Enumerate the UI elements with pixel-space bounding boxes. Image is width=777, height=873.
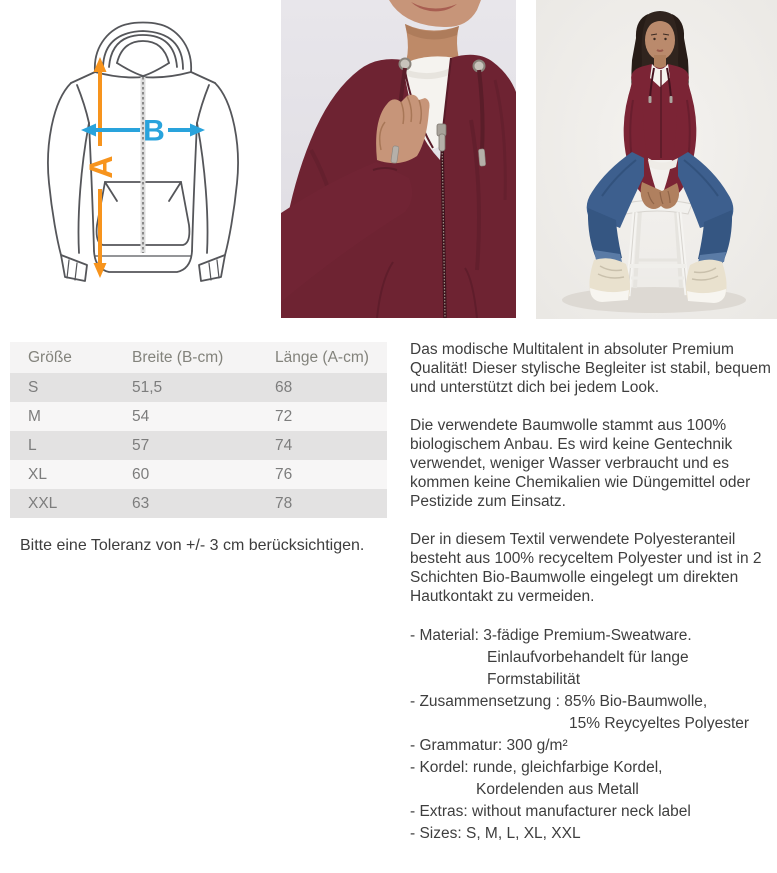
spec-line: Kordelenden aus Metall xyxy=(476,781,639,798)
cell-laenge: 72 xyxy=(257,402,387,431)
column-header-laenge: Länge (A-cm) xyxy=(257,342,387,373)
spec-line: - Extras: without manufacturer neck label xyxy=(410,803,691,820)
table-row-s xyxy=(10,373,387,402)
cell-size: XXL xyxy=(10,489,114,518)
spec-line: - Grammatur: 300 g/m² xyxy=(410,737,568,754)
cell-laenge: 74 xyxy=(257,431,387,460)
cell-size: XL xyxy=(10,460,114,489)
product-description xyxy=(410,340,774,845)
spec-list xyxy=(410,625,774,845)
size-chart xyxy=(10,342,387,518)
table-row-xl xyxy=(10,460,387,489)
spec-line: - Zusammensetzung : 85% Bio-Baumwolle, xyxy=(410,693,708,710)
cell-breite: 63 xyxy=(114,489,257,518)
label-b: B xyxy=(143,114,165,148)
description-paragraph: Der in diesem Textil verwendete Polyesteranteil besteht aus 100% recyceltem Polyester und ist in 2 Schichten Bio-Baumwolle eingelegt um direkten Hautkontakt zu vermeiden. xyxy=(410,531,762,605)
detail-photo-illustration xyxy=(281,0,516,318)
cell-breite: 51,5 xyxy=(114,373,257,402)
description-paragraph: Das modische Multitalent in absoluter Premium Qualität! Dieser stylische Begleiter ist stabil, bequem und unterstützt dich bei jedem Look. xyxy=(410,341,771,396)
hoodie-measurement-illustration xyxy=(15,15,275,300)
spec-line: - Material: 3-fädige Premium-Sweatware. xyxy=(410,627,692,644)
cell-laenge: 76 xyxy=(257,460,387,489)
cell-size: S xyxy=(10,373,114,402)
spec-line: - Sizes: S, M, L, XL, XXL xyxy=(410,825,581,842)
column-header-groesse: Größe xyxy=(10,342,114,373)
spec-line: Formstabilität xyxy=(487,671,581,688)
model-photo-illustration xyxy=(536,0,777,319)
product-photo-detail xyxy=(281,0,516,318)
cell-laenge: 78 xyxy=(257,489,387,518)
zipper-line xyxy=(141,77,146,253)
cell-breite: 60 xyxy=(114,460,257,489)
label-a: A xyxy=(83,155,119,179)
table-row-xxl xyxy=(10,489,387,518)
cell-breite: 57 xyxy=(114,431,257,460)
table-row-m xyxy=(10,402,387,431)
tolerance-note: Bitte eine Toleranz von +/- 3 cm berücksichtigen. xyxy=(20,537,365,554)
description-paragraph: Die verwendete Baumwolle stammt aus 100% biologischem Anbau. Es wird keine Gentechnik verwendet, weniger Wasser verbraucht und es kommen keine Chemikalien wie Düngemittel oder Pestizide zum Einsatz. xyxy=(410,417,751,510)
table-row-l xyxy=(10,431,387,460)
size-chart-table xyxy=(10,342,387,518)
cell-size: L xyxy=(10,431,114,460)
cell-size: M xyxy=(10,402,114,431)
size-chart-header-row xyxy=(10,342,387,373)
column-header-breite: Breite (B-cm) xyxy=(114,342,257,373)
spec-line: 15% Reycyeltes Polyester xyxy=(569,715,750,732)
size-measurement-diagram xyxy=(15,15,275,300)
spec-line: Einlaufvorbehandelt für lange xyxy=(487,649,689,666)
cell-laenge: 68 xyxy=(257,373,387,402)
spec-line: - Kordel: runde, gleichfarbige Kordel, xyxy=(410,759,663,776)
cell-breite: 54 xyxy=(114,402,257,431)
product-photo-model xyxy=(536,0,777,319)
